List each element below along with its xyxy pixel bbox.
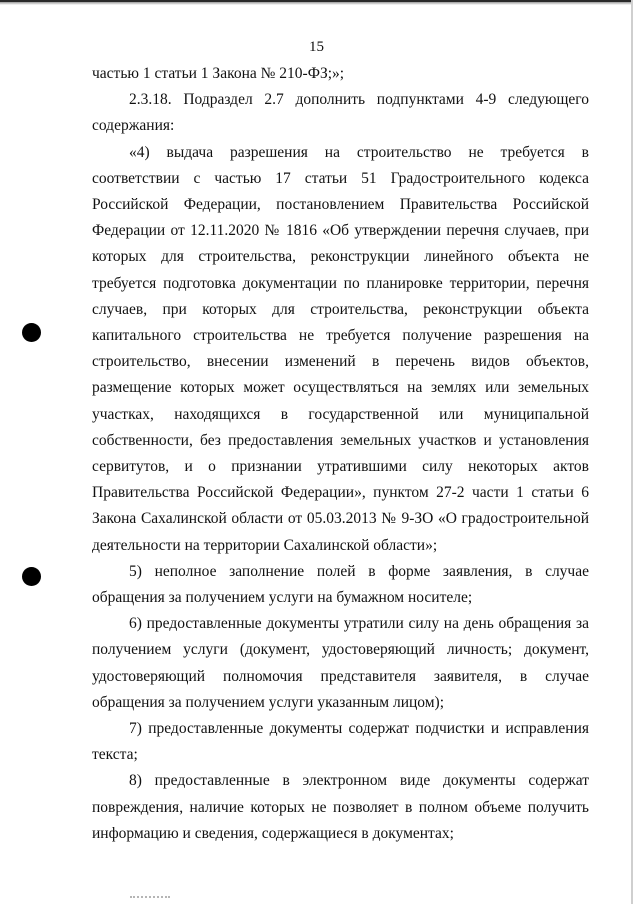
punch-hole-lower xyxy=(22,567,41,586)
scan-top-shadow xyxy=(0,2,633,5)
paragraph-continuation: частью 1 статьи 1 Закона № 210-ФЗ;»; xyxy=(92,65,345,82)
paragraph-item-4: «4) выдача разрешения на строительство не требуется в соответствии с частью 17 статьи 51 Градостроительного кодекса Российской Федерации, постановлением Правительства Российской Федерации от 12.11.2020 № 1816 «Об утверждении перечня случаев, при которых для строительства, реконструкции линейного объекта не требуется подготовка документации по планировке территории, перечня случаев, при которых для строительства, реконструкции объекта капитального строительства не требуется получение разрешения на строительство, внесении изменений в перечень видов объектов, размещение которых может осуществляться на землях или земельных участках, находящихся в государственной или муниципальной собственности, без предоставления земельных участков и установления сервитутов, и о признании утратившими силу некоторых актов Правительства Российской Федерации», пунктом 27-2 части 1 статьи 6 Закона Сахалинской области от 05.03.2013 № 9-ЗО «О градостроительной деятельности на территории Сахалинской области»; xyxy=(92,143,589,554)
punch-hole-upper xyxy=(22,323,41,342)
scan-bottom-artifact xyxy=(130,896,170,904)
document-body xyxy=(92,61,589,847)
paragraph-item-7: 7) предоставленные документы содержат подчистки и исправления текста; xyxy=(92,720,589,764)
paragraph-item-6: 6) предоставленные документы утратили силу на день обращения за получением услуги (документ, удостоверяющий личность; документ, удостоверяющий полномочия представителя заявителя, в случае обращения за получением услуги указанным лицом); xyxy=(92,615,589,711)
paragraph-item-8: 8) предоставленные в электронном виде документы содержат повреждения, наличие которых не позволяет в полном объеме получить информацию и сведения, содержащиеся в документах; xyxy=(92,772,589,842)
page-number: 15 xyxy=(309,39,324,55)
paragraph-2-3-18: 2.3.18. Подраздел 2.7 дополнить подпунктами 4-9 следующего содержания: xyxy=(92,91,589,135)
paragraph-item-5: 5) неполное заполнение полей в форме заявления, в случае обращения за получением услуги на бумажном носителе; xyxy=(92,562,589,607)
